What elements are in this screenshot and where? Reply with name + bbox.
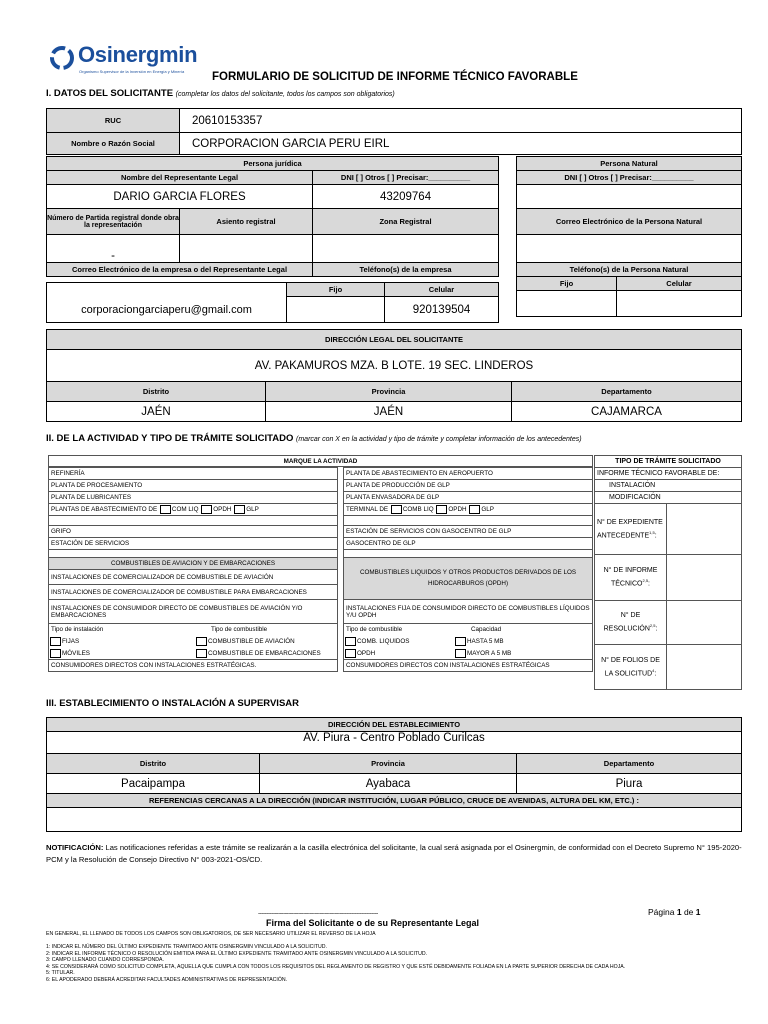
act-terminal-label: TERMINAL DE <box>346 506 389 514</box>
fijo-pn-label: Fijo <box>517 277 617 291</box>
correo-empresa-label: Correo Electrónico de la empresa o del Representante Legal <box>47 263 313 277</box>
asiento-label: Asiento registral <box>180 209 313 235</box>
expediente-value[interactable] <box>667 504 742 555</box>
folios-value[interactable] <box>667 645 742 690</box>
celular-pn-label: Celular <box>617 277 742 291</box>
section-3-title: III. ESTABLECIMIENTO O INSTALACIÓN A SUPERVISAR <box>46 698 300 709</box>
zona-value[interactable] <box>313 235 499 263</box>
tramite-modificacion[interactable]: MODIFICACIÓN <box>595 492 742 504</box>
partida-value[interactable]: - <box>47 235 180 263</box>
establecimiento-header: DIRECCIÓN DEL ESTABLECIMIENTO <box>47 718 742 732</box>
footnote-1: 1: INDICAR EL NÚMERO DEL ÚLTIMO EXPEDIENTE TRAMITADO ANTE OSINERGMIN VINCULADO A LA SOLICITUD. <box>46 944 327 950</box>
resolucion-text: N° DE RESOLUCIÓN <box>603 612 650 633</box>
referencias-value[interactable] <box>47 808 742 832</box>
telefono-pn-label: Teléfono(s) de la Persona Natural <box>517 263 742 277</box>
moviles-row <box>49 648 338 660</box>
celular-label: Celular <box>385 283 499 297</box>
expediente-label: N° DE EXPEDIENTE ANTECEDENTE$^{1,5}$: <box>595 504 667 555</box>
direccion-legal-value[interactable]: AV. PAKAMUROS MZA. B LOTE. 19 SEC. LINDEROS <box>47 350 742 382</box>
tramite-table <box>594 455 742 690</box>
checkbox-comb-liquidos[interactable] <box>345 637 356 646</box>
logo-tagline: Organismo Supervisor de la Inversión en Energía y Minería <box>79 69 185 74</box>
folios-text: N° DE FOLIOS DE LA SOLICITUD <box>601 656 660 678</box>
act-estrategicas-left[interactable]: CONSUMIDORES DIRECTOS CON INSTALACIONES ESTRATÉGICAS. <box>49 660 338 672</box>
est-departamento-value[interactable]: Piura <box>517 774 742 794</box>
notificacion-label: NOTIFICACIÓN: <box>46 843 104 852</box>
solicitante-table-top <box>46 108 742 155</box>
checkbox-com-liq[interactable] <box>160 505 171 514</box>
checkbox-terminal-comb-liq[interactable] <box>391 505 402 514</box>
informe-tec-label: N° DE INFORME TÉCNICO$^{2,5}$: <box>595 555 667 601</box>
form-title: FORMULARIO DE SOLICITUD DE INFORME TÉCNICO FAVORABLE <box>212 71 578 83</box>
act-procesamiento[interactable]: PLANTA DE PROCESAMIENTO <box>49 480 338 492</box>
checkbox-terminal-opdh[interactable] <box>436 505 447 514</box>
hasta-5mb-label: HASTA 5 MB <box>467 637 504 645</box>
comb-embarcaciones-label: COMBUSTIBLE DE EMBARCACIONES <box>208 649 321 657</box>
act-estrategicas-mid[interactable]: CONSUMIDORES DIRECTOS CON INSTALACIONES ESTRATÉGICAS <box>344 660 593 672</box>
opt-glp: GLP <box>246 506 259 514</box>
razon-social-label: Nombre o Razón Social <box>47 133 180 155</box>
comb-liquidos-label: COMB. LIQUIDOS <box>357 638 410 646</box>
checkbox-terminal-glp[interactable] <box>469 505 480 514</box>
opt-terminal-glp: GLP <box>481 506 494 514</box>
notificacion-text: Las notificaciones referidas a este trámite se realizarán a la casilla electrónica del solicitante, la cual será asignada por el Osinergmin, de conformidad con el Decreto Supremo N° 195-2020-PCM y la Resolución de Consejo Directivo N° 003-2021-OS/CD. <box>46 843 742 864</box>
representante-value[interactable]: DARIO GARCIA FLORES <box>47 185 313 209</box>
persona-natural-table <box>516 156 742 317</box>
footnote-general: EN GENERAL, EL LLENADO DE TODOS LOS CAMPOS SON OBLIGATORIOS, DE SER NECESARIO UTILIZAR EL REVERSO DE LA HOJA <box>46 931 376 937</box>
section-2-heading: II. DE LA ACTIVIDAD Y TIPO DE TRÁMITE SOLICITADO <box>46 433 294 444</box>
folios-label: N° DE FOLIOS DE LA SOLICITUD$^4$: <box>595 645 667 690</box>
checkbox-opdh-tipo[interactable] <box>345 649 356 658</box>
dni-pn-label: DNI [ ] Otros [ ] Precisar:__________ <box>517 171 742 185</box>
opt-terminal-opdh: OPDH <box>448 506 467 514</box>
footnote-5: 5: TITULAR. <box>46 970 75 976</box>
aviacion-header: COMBUSTIBLES DE AVIACION Y DE EMBARCACIONES <box>49 558 338 570</box>
est-provincia-label: Provincia <box>260 754 517 774</box>
tipo-combustible-label: Tipo de combustible <box>211 626 268 633</box>
act-abastecimiento-label: PLANTAS DE ABASTECIMIENTO DE <box>51 506 158 514</box>
mid-tipo-row <box>344 624 593 636</box>
page-word: Página <box>648 907 675 917</box>
marque-header <box>48 455 593 467</box>
notificacion <box>46 842 746 866</box>
firma-label: Firma del Solicitante o de su Representante Legal <box>266 918 480 928</box>
mid-gap-2 <box>344 550 593 558</box>
act-lubricantes[interactable]: PLANTA DE LUBRICANTES <box>49 492 338 504</box>
moviles-label: MÓVILES <box>62 649 90 657</box>
logo <box>48 42 208 78</box>
checkbox-mayor-5mb[interactable] <box>455 649 466 658</box>
opt-opdh: OPDH <box>213 506 232 514</box>
resolucion-value[interactable] <box>667 601 742 645</box>
act-inst-fija[interactable]: INSTALACIONES FIJA DE CONSUMIDOR DIRECTO DE COMBUSTIBLES LÍQUIDOS Y/U OPDH <box>344 600 593 624</box>
departamento-value[interactable]: CAJAMARCA <box>512 402 742 422</box>
comb-liq-row <box>344 636 593 648</box>
est-provincia-value[interactable]: Ayabaca <box>260 774 517 794</box>
tipo-instalacion-label: Tipo de instalación <box>51 626 104 634</box>
mid-gap-1 <box>344 516 593 526</box>
section-1-note: (completar los datos del solicitante, todos los campos son obligatorios) <box>175 91 395 98</box>
checkbox-glp[interactable] <box>234 505 245 514</box>
informe-favorable-label: INFORME TÉCNICO FAVORABLE DE: <box>595 468 742 480</box>
partida-label: Número de Partida registral donde obra la representación <box>47 209 180 235</box>
razon-social-value[interactable]: CORPORACION GARCIA PERU EIRL <box>180 133 742 155</box>
direccion-legal-table <box>46 329 742 422</box>
establecimiento-direccion[interactable]: AV. Piura - Centro Poblado Curilcas <box>47 732 742 754</box>
mayor-5mb-label: MAYOR A 5 MB <box>467 649 512 657</box>
dni-pn-value[interactable] <box>517 185 742 209</box>
correo-telefono-table <box>46 282 499 323</box>
opdh-tipo-label: OPDH <box>357 649 376 657</box>
establecimiento-table <box>46 717 742 832</box>
dni-value[interactable]: 43209764 <box>313 185 499 209</box>
act-grifo[interactable]: GRIFO <box>49 526 338 538</box>
act-prod-glp[interactable]: PLANTA DE PRODUCCIÓN DE GLP <box>344 480 593 492</box>
opt-terminal-comb-liq: COMB LIQ <box>402 506 434 514</box>
est-distrito-label: Distrito <box>47 754 260 774</box>
dni-label: DNI [ ] Otros [ ] Precisar:__________ <box>313 171 499 185</box>
act-estacion[interactable]: ESTACIÓN DE SERVICIOS <box>49 538 338 550</box>
resolucion-label: N° DE RESOLUCIÓN$^{2,5}$: <box>595 601 667 645</box>
persona-juridica-table <box>46 156 499 277</box>
mid-tipo-combustible-label: Tipo de combustible <box>346 626 403 634</box>
act-gasocentro[interactable]: GASOCENTRO DE GLP <box>344 538 593 550</box>
section-2-note: (marcar con X en la actividad y tipo de trámite y completar información de los antecedentes) <box>296 436 582 443</box>
correo-value[interactable]: corporaciongarciaperu@gmail.com <box>47 283 287 323</box>
act-terminal[interactable] <box>344 504 593 516</box>
actividad-left-table <box>48 455 338 672</box>
page-de: de <box>683 907 694 917</box>
page-num: 1 <box>676 907 682 917</box>
act-gasocentro-est[interactable]: ESTACIÓN DE SERVICIOS CON GASOCENTRO DE GLP <box>344 526 593 538</box>
ruc-label: RUC <box>47 109 180 133</box>
distrito-label: Distrito <box>47 382 266 402</box>
osinergmin-logo-icon <box>48 44 76 72</box>
expediente-text: N° DE EXPEDIENTE ANTECEDENTE <box>597 518 663 540</box>
act-abastecimiento[interactable] <box>49 504 338 516</box>
capacidad-label: Capacidad <box>471 626 502 633</box>
actividad-mid-table <box>343 467 593 672</box>
resolucion-sup: 2,5 <box>649 623 656 629</box>
section-2-title <box>46 433 582 444</box>
folios-sup: 4 <box>652 667 655 673</box>
ruc-value[interactable]: 20610153357 <box>180 109 742 133</box>
checkbox-comb-aviacion[interactable] <box>196 637 207 646</box>
checkbox-hasta-5mb[interactable] <box>455 637 466 646</box>
persona-juridica-header: Persona jurídica <box>47 157 499 171</box>
referencias-label: REFERENCIAS CERCANAS A LA DIRECCIÓN (INDICAR INSTITUCIÓN, LUGAR PÚBLICO, CRUCE DE AVENIDAS, ALTURA DEL KM, ETC.) : <box>47 794 742 808</box>
comb-aviacion-label: COMBUSTIBLE DE AVIACIÓN <box>208 637 295 645</box>
tramite-header: TIPO DE TRÁMITE SOLICITADO <box>595 456 742 468</box>
left-gap-1 <box>49 516 338 526</box>
telefono-empresa-label: Teléfono(s) de la empresa <box>313 263 499 277</box>
opdh-row <box>344 648 593 660</box>
correo-pn-label: Correo Electrónico de la Persona Natural <box>517 209 742 235</box>
checkbox-comb-embarcaciones[interactable] <box>196 649 207 658</box>
distrito-value[interactable]: JAÉN <box>47 402 266 422</box>
expediente-sup: 1,5 <box>649 529 655 535</box>
page-total: 1 <box>695 907 701 917</box>
footnote-2: 2: INDICAR EL INFORME TÉCNICO O RESOLUCIÓN EMITIDA PARA EL ÚLTIMO EXPEDIENTE TRAMITADO ANTE OSINERGMIN VINCULADO A LA SOLICITUD. <box>46 950 428 957</box>
est-departamento-label: Departamento <box>517 754 742 774</box>
tipo-row <box>49 624 338 636</box>
footnote-4: 4: SE CONSIDERARÁ COMO SOLICITUD COMPLETA, AQUELLA QUE CUMPLA CON TODOS LOS REQUISITOS DEL REGLAMENTO DE REGISTRO Y QUE ESTÉ DEBIDAMENTE FOLIADA EN LA PARTE SUPERIOR DERECHA DE CADA HOJA. <box>46 963 626 970</box>
footnotes-list <box>46 944 746 983</box>
celular-pn-value[interactable] <box>617 291 742 317</box>
fijas-row <box>49 636 338 648</box>
page-indicator <box>648 907 701 917</box>
footnote-6: 6: EL APODERADO DEBERÁ ACREDITAR FACULTADES ADMINISTRATIVAS DE REPRESENTACIÓN. <box>46 976 288 983</box>
zona-label: Zona Registral <box>313 209 499 235</box>
act-envasadora[interactable]: PLANTA ENVASADORA DE GLP <box>344 492 593 504</box>
representante-label: Nombre del Representante Legal <box>47 171 313 185</box>
provincia-label: Provincia <box>266 382 512 402</box>
departamento-label: Departamento <box>512 382 742 402</box>
direccion-legal-header: DIRECCIÓN LEGAL DEL SOLICITANTE <box>47 330 742 350</box>
est-distrito-value[interactable]: Pacaipampa <box>47 774 260 794</box>
act-refineria[interactable]: REFINERÍA <box>49 468 338 480</box>
section-1-title <box>46 88 395 99</box>
logo-name: Osinergmin <box>78 42 198 67</box>
informe-tec-value[interactable] <box>667 555 742 601</box>
opt-com-liq: COM LIQ <box>171 506 199 514</box>
footnote-3: 3: CAMPO LLENADO CUANDO CORRESPONDA. <box>46 957 164 963</box>
checkbox-opdh[interactable] <box>201 505 212 514</box>
section-1-heading: I. DATOS DEL SOLICITANTE <box>46 88 174 99</box>
informe-tec-text: N° DE INFORME TÉCNICO <box>603 567 658 588</box>
fijas-label: FIJAS <box>62 638 80 646</box>
checkbox-moviles[interactable] <box>50 649 61 658</box>
celular-value[interactable]: 920139504 <box>385 297 499 323</box>
firma-line: ------------------------------------------------------------------------ <box>258 910 378 917</box>
fijo-label: Fijo <box>287 283 385 297</box>
correo-pn-value[interactable] <box>517 235 742 263</box>
checkbox-fijas[interactable] <box>50 637 61 646</box>
act-inst-embarcaciones[interactable]: INSTALACIONES DE COMERCIALIZADOR DE COMBUSTIBLE PARA EMBARCACIONES <box>49 585 338 600</box>
opdh-header: COMBUSTIBLES LIQUIDOS Y OTROS PRODUCTOS DERIVADOS DE LOS HIDROCARBUROS (OPDH) <box>344 558 593 600</box>
left-gap-2 <box>49 550 338 558</box>
tramite-instalacion[interactable]: INSTALACIÓN <box>595 480 742 492</box>
informe-tec-sup: 2,5 <box>642 578 649 584</box>
asiento-value[interactable] <box>180 235 313 263</box>
act-inst-aviacion[interactable]: INSTALACIONES DE COMERCIALIZADOR DE COMBUSTIBLE DE AVIACIÓN <box>49 570 338 585</box>
act-inst-consumidor[interactable]: INSTALACIONES DE CONSUMIDOR DIRECTO DE COMBUSTIBLES DE AVIACIÓN Y/O EMBARCACIONES <box>49 600 338 624</box>
persona-natural-header: Persona Natural <box>517 157 742 171</box>
act-aeropuerto[interactable]: PLANTA DE ABASTECIMIENTO EN AEROPUERTO <box>344 468 593 480</box>
fijo-pn-value[interactable] <box>517 291 617 317</box>
marque-label: MARQUE LA ACTIVIDAD <box>283 458 358 465</box>
fijo-value[interactable] <box>287 297 385 323</box>
provincia-value[interactable]: JAÉN <box>266 402 512 422</box>
